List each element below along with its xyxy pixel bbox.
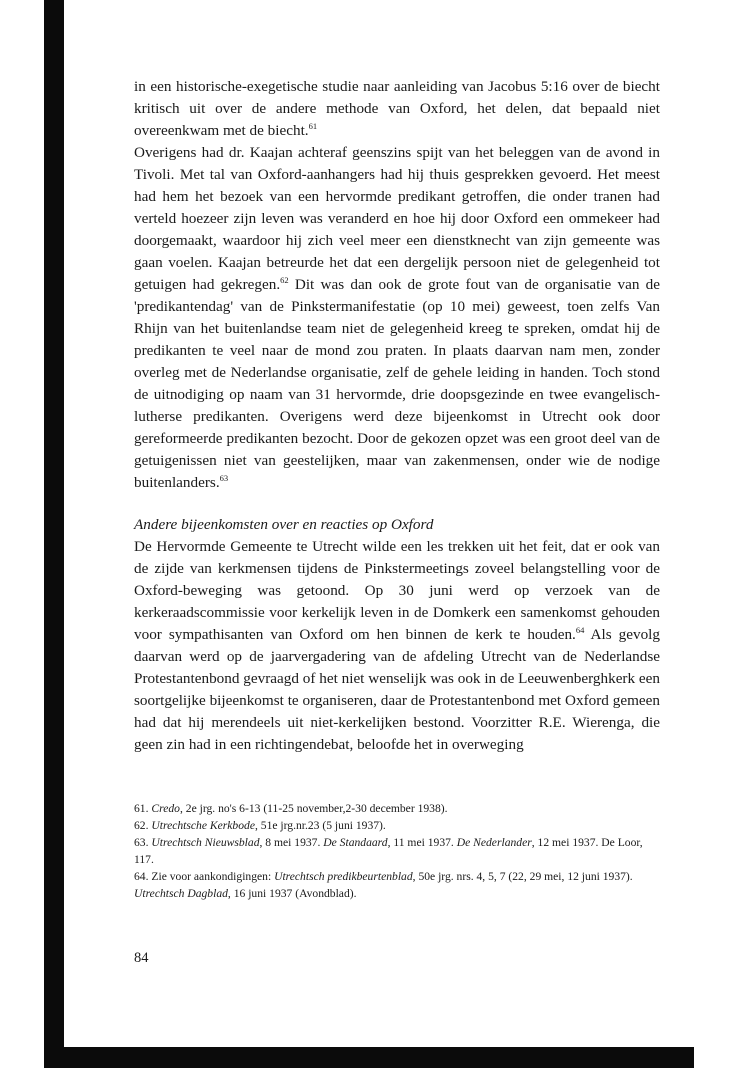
paragraph-1	[134, 76, 660, 142]
footnote-number: 64.	[134, 870, 149, 883]
footnote-text: , 8 mei 1937.	[259, 836, 324, 849]
footnote-source-title: Utrechtsch Dagblad	[134, 887, 228, 900]
footnote-text: , 16 juni 1937 (Avondblad).	[227, 887, 357, 900]
left-scan-border	[44, 0, 64, 1068]
footnote-text: , 2e jrg. no's 6-13 (11-25 november,2-30 december 1938).	[179, 802, 448, 815]
footnote-ref-64[interactable]: 64	[575, 624, 585, 635]
page-number: 84	[134, 950, 149, 966]
footnote	[134, 834, 660, 868]
footnote-text: , 12 mei 1937. De Loor, 117.	[134, 836, 643, 866]
footnote-number: 62.	[134, 819, 149, 832]
section-gap	[134, 494, 660, 514]
footnotes	[134, 800, 660, 902]
paragraph-2-text-a: Overigens had dr. Kaajan achteraf geenszins spijt van het beleggen van de avond in Tivoli. Met tal van Oxford-aanhangers had hij thuis gesprekken gevoerd. Het meest had hem het bezoek van een hervormde predikant getroffen, die onder tranen had verteld hoezeer zijn leven was veranderd en hoe hij door Oxford een ommekeer had doorgemaakt, waardoor hij zich veel meer een dienstknecht van zijn gemeente was gaan voelen. Kaajan betreurde het dat een dergelijk persoon niet de gelegenheid tot getuigen had gekregen.	[134, 144, 660, 293]
bottom-scan-border	[44, 1047, 694, 1068]
footnote-source-title: Utrechtsch Nieuwsblad	[151, 836, 260, 849]
footnote-number: 61.	[134, 802, 149, 815]
paragraph-3-text-b: Als gevolg daarvan werd op de jaarvergadering van de afdeling Utrecht van de Nederlandse Protestantenbond gevraagd of het niet wenselijk was ook in de Leeuwenberghkerk een soortgelijke bijeenkomst te organiseren, daar de Protestantenbond met Oxford gemeen had dat hij merendeels uit niet-kerkelijken bestond. Voorzitter R.E. Wierenga, die geen zin had in een richtingendebat, beloofde het in overweging	[134, 626, 660, 753]
section-heading: Andere bijeenkomsten over en reacties op Oxford	[134, 516, 434, 533]
footnote-ref-62[interactable]: 62	[280, 274, 289, 285]
footnote-source-title: Utrechtsch predikbeurtenblad	[274, 870, 413, 883]
footnote-source-title: De Nederlander	[456, 836, 532, 849]
footnote	[134, 800, 660, 817]
footnote-text: , 50e jrg. nrs. 4, 5, 7 (22, 29 mei, 12 juni 1937).	[412, 870, 633, 883]
footnote-ref-61[interactable]: 61	[308, 120, 318, 131]
footnote-text: , 11 mei 1937.	[387, 836, 457, 849]
paragraph-2	[134, 142, 660, 494]
footnote-source-title: Credo	[151, 802, 180, 815]
footnote	[134, 817, 660, 834]
page-body	[134, 76, 660, 756]
paragraph-3	[134, 536, 660, 756]
footnote-text: Zie voor aankondigingen:	[151, 870, 275, 883]
footnote-text: , 51e jrg.nr.23 (5 juni 1937).	[254, 819, 386, 832]
paragraph-3-text-a: De Hervormde Gemeente te Utrecht wilde een les trekken uit het feit, dat er ook van de zijde van kerkmensen tijdens de Pinkstermeetings zoveel belangstelling voor de Oxford-beweging was getoond. Op 30 juni werd op verzoek van de kerkeraadscommissie voor kerkelijk leven in de Domkerk een samenkomst gehouden voor sympathisanten van Oxford om hen binnen de kerk te houden.	[134, 538, 660, 643]
footnote-number: 63.	[134, 836, 149, 849]
footnote-source-title: Utrechtsche Kerkbode	[151, 819, 255, 832]
footnote-ref-63[interactable]: 63	[219, 472, 229, 483]
footnote-source-title: De Standaard	[323, 836, 388, 849]
paragraph-1-text: in een historische-exegetische studie naar aanleiding van Jacobus 5:16 over de biecht kritisch uit over de andere methode van Oxford, het delen, dat bepaald niet overeenkwam met de biecht.	[134, 78, 660, 139]
paragraph-2-text-b: Dit was dan ook de grote fout van de organisatie van de 'predikantendag' van de Pinkstermanifestatie (op 10 mei) geweest, toen zelfs Van Rhijn van het buitenlandse team niet de gelegenheid kreeg te spreken, omdat hij de predikanten te veel naar de mond zou praten. In plaats daarvan nam men, zonder overleg met de Nederlandse organisatie, zelf de gehele leiding in handen. Toch stond de uitnodiging op naam van 31 hervormde, drie doopsgezinde en twee evangelisch-lutherse predikanten. Overigens werd deze bijeenkomst in Utrecht ook door gereformeerde predikanten bezocht. Door de gekozen opzet was een groot deel van de getuigenissen niet van geestelijken, maar van zakenmensen, onder wie de nodige buitenlanders.	[134, 276, 660, 491]
footnote	[134, 868, 660, 902]
